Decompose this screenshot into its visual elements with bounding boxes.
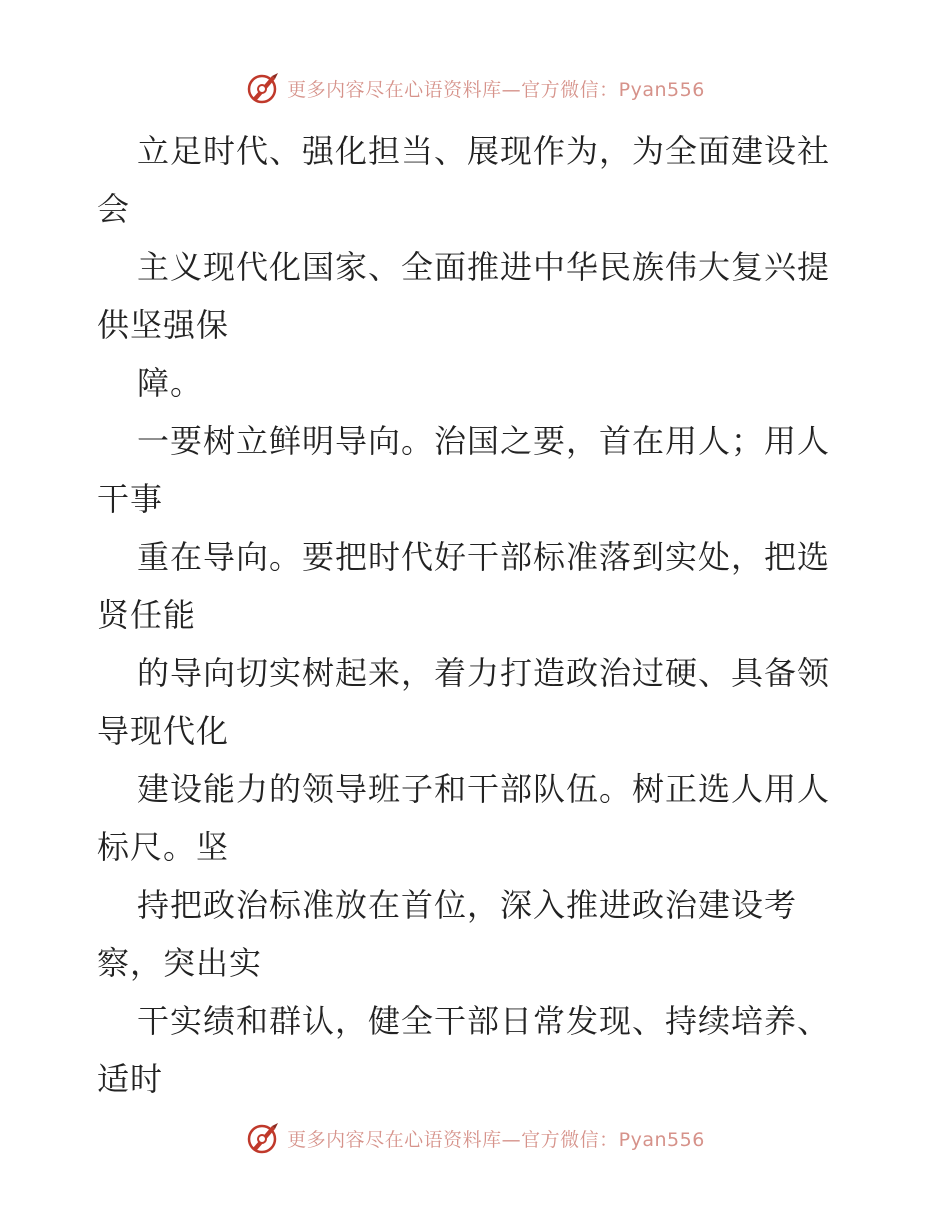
footer-banner (0, 1120, 950, 1156)
body-line: 重在导向。要把时代好干部标准落到实处，把选 (137, 538, 831, 576)
header-banner (0, 70, 950, 106)
body-line: 障。 (137, 364, 204, 402)
header-banner-text: 更多内容尽在心语资料库—官方微信：Pyan556 (287, 78, 705, 101)
body-line: 导现代化 (97, 712, 230, 750)
body-line: 一要树立鲜明导向。治国之要，首在用人；用人 (137, 422, 831, 460)
document-body (97, 122, 857, 1108)
body-line: 贤任能 (97, 596, 197, 634)
body-line: 主义现代化国家、全面推进中华民族伟大复兴提 (137, 248, 831, 286)
body-line: 适时 (97, 1060, 164, 1098)
quill-pen-logo-icon (245, 1120, 281, 1156)
body-line: 标尺。坚 (97, 828, 230, 866)
body-line: 建设能力的领导班子和干部队伍。树正选人用人 (137, 770, 831, 808)
body-line: 干实绩和群认，健全干部日常发现、持续培养、 (137, 1002, 831, 1040)
footer-banner-text: 更多内容尽在心语资料库—官方微信：Pyan556 (287, 1128, 705, 1151)
body-line: 干事 (97, 480, 164, 518)
quill-pen-logo-icon (245, 70, 281, 106)
body-line: 持把政治标准放在首位，深入推进政治建设考 (137, 886, 798, 924)
body-line: 会 (97, 190, 131, 228)
body-line: 立足时代、强化担当、展现作为，为全面建设社 (137, 132, 831, 170)
body-line: 的导向切实树起来，着力打造政治过硬、具备领 (137, 654, 831, 692)
body-line: 察，突出实 (97, 944, 263, 982)
body-line: 供坚强保 (97, 306, 230, 344)
